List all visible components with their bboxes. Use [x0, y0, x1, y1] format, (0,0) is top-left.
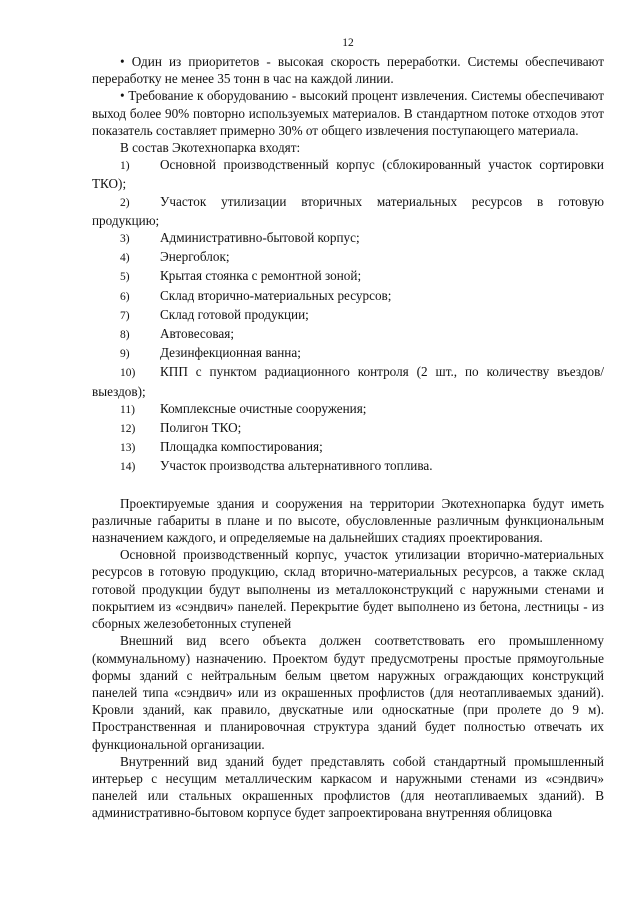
list-item-text: Площадка компостирования; [160, 439, 323, 455]
list-item-text: Автовесовая; [160, 326, 235, 342]
list-item [92, 229, 604, 248]
list-item [92, 156, 604, 192]
list-item-text: Участок утилизации вторичных материальных ресурсов в готовую продукцию; [92, 193, 604, 228]
section-spacer [92, 477, 604, 495]
list-item-number: 7) [120, 309, 130, 322]
body-paragraph: Проектируемые здания и сооружения на территории Экотехнопарка будут иметь различные габариты в плане и по высоте, обусловленные различным функциональным назначением каждого, и определяемые на дальнейших стадиях проектирования. [92, 495, 604, 546]
list-item [92, 363, 604, 399]
list-item-number: 4) [120, 252, 130, 265]
body-paragraph: Внешний вид всего объекта должен соответствовать его промышленному (коммунальному) назначению. Проектом будут предусмотрены простые прямоугольные формы зданий с нейтральным белым цветом наружных ограждающих конструкций панелей типа «сэндвич» или из окрашенных профлистов (для неотапливаемых зданий). Кровли зданий, как правило, двускатные или односкатные (при пролете до 9 м). Пространственная и планировочная структура зданий будет полностью отвечать их функциональной организации. [92, 633, 604, 752]
list-item-number: 6) [120, 290, 130, 303]
list-intro: В состав Экотехнопарка входят: [120, 140, 301, 156]
body-paragraph: Внутренний вид зданий будет представлять собой стандартный промышленный интерьер с несущим металлическим каркасом и наружными стенами из «сэндвич» панелей или стальных окрашенных профлистов (для неотапливаемых зданий). В административно-бытовом корпусе будет запроектирована внутренняя облицовка [92, 753, 604, 821]
list-item-number: 13) [120, 442, 136, 455]
list-item [92, 400, 604, 419]
list-item-text: Склад готовой продукции; [160, 306, 309, 322]
list-item [92, 457, 604, 476]
list-item [92, 267, 604, 286]
list-item [92, 248, 604, 267]
list-item-number: 5) [120, 271, 130, 284]
list-item [92, 419, 604, 438]
list-item [92, 438, 604, 457]
list-item-text: Административно-бытовой корпус; [160, 230, 360, 246]
list-item-text: Полигон ТКО; [160, 420, 242, 436]
list-item-text: Участок производства альтернативного топлива. [160, 458, 433, 474]
list-item-number: 10) [120, 367, 136, 380]
list-item-number: 8) [120, 329, 130, 342]
list-item-number: 14) [120, 461, 136, 474]
list-item [92, 306, 604, 325]
list-item-number: 3) [120, 233, 130, 246]
facility-list [92, 156, 604, 476]
list-item-number: 11) [120, 403, 135, 416]
list-item-number: 1) [120, 160, 130, 173]
page-number: 12 [342, 37, 354, 49]
list-item-number: 12) [120, 423, 136, 436]
list-item [92, 325, 604, 344]
list-item-text: Энергоблок; [160, 249, 230, 265]
list-item-text: Крытая стоянка с ремонтной зоной; [160, 268, 362, 284]
list-item-number: 2) [120, 196, 130, 209]
list-item [92, 344, 604, 363]
list-item-text: Основной производственный корпус (сблокированный участок сортировки ТКО); [92, 157, 604, 192]
list-item-number: 9) [120, 348, 130, 361]
bullet-paragraph: • Требование к оборудованию - высокий процент извлечения. Системы обеспечивают выход более 90% повторно используемых материалов. В стандартном потоке отходов этот показатель составляет примерно 30% от общего извлечения поступающего материала. [92, 88, 604, 138]
list-item [92, 287, 604, 306]
list-item [92, 193, 604, 229]
bullet-paragraph: • Один из приоритетов - высокая скорость переработки. Системы обеспечивают переработку не менее 35 тонн в час на каждой линии. [92, 54, 604, 87]
list-item-text: Склад вторично-материальных ресурсов; [160, 287, 392, 303]
body-paragraph: Основной производственный корпус, участок утилизации вторично-материальных ресурсов в готовую продукцию, склад вторично-материальных ресурсов, а также склад готовой продукции будут выполнены из металлоконструкций с наружными стенами и покрытием из «сэндвич» панелей. Перекрытие будет выполнено из бетона, лестницы - из сборных железобетонных ступеней [92, 547, 604, 632]
list-item-text: Дезинфекционная ванна; [160, 345, 301, 361]
list-item-text: КПП с пунктом радиационного контроля (2 шт., по количеству въездов/выездов); [92, 364, 604, 399]
list-item-text: Комплексные очистные сооружения; [160, 400, 367, 416]
